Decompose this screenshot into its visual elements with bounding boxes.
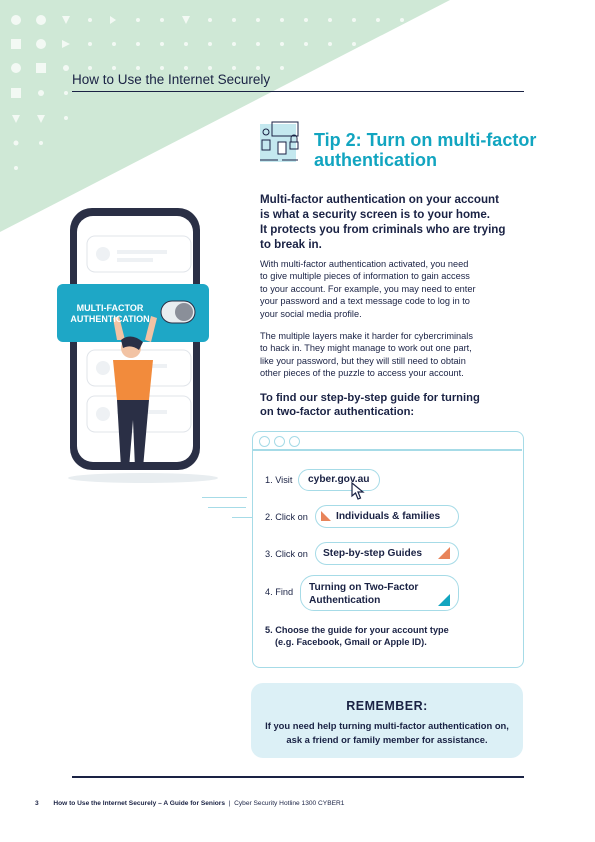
footer-separator: | bbox=[228, 800, 231, 807]
paragraph-line: your social media profile. bbox=[260, 308, 362, 319]
cyber-gov-au-link[interactable]: cyber.gov.au bbox=[298, 469, 380, 491]
paragraph-line: to your account. For example, you may need to enter bbox=[260, 283, 476, 294]
toggle-label bbox=[60, 303, 160, 325]
header-divider bbox=[72, 91, 524, 92]
tip-title-line2: authentication bbox=[314, 150, 438, 170]
paragraph-line: The multiple layers make it harder for cybercriminals bbox=[260, 331, 473, 341]
intro-line: Multi-factor authentication on your account bbox=[260, 193, 499, 206]
step-5-line: 5. Choose the guide for your account type bbox=[265, 625, 449, 635]
individuals-families-label: Individuals & families bbox=[336, 511, 441, 522]
individuals-families-link[interactable] bbox=[315, 505, 459, 528]
folder-tab-icon bbox=[321, 511, 333, 521]
footer-divider bbox=[72, 776, 524, 778]
corner-arrow-icon bbox=[438, 547, 450, 559]
intro-line: It protects you from criminals who are trying bbox=[260, 223, 506, 236]
intro-line: to break in. bbox=[260, 238, 322, 251]
step-3-label: 3. Click on bbox=[265, 549, 308, 559]
two-factor-guide-line: Turning on Two-Factor bbox=[309, 582, 419, 593]
tip-title-line1: Tip 2: Turn on multi-factor bbox=[314, 130, 537, 150]
decorative-line bbox=[232, 517, 252, 518]
paragraph-line: to hack in. They might manage to work out one part, bbox=[260, 343, 472, 354]
page-footer bbox=[35, 800, 344, 807]
guide-heading-line: To find our step-by-step guide for turning bbox=[260, 392, 480, 404]
two-factor-guide-line: Authentication bbox=[309, 595, 381, 606]
paragraph-line: like your password, but they will still need to obtain bbox=[260, 355, 466, 366]
two-factor-guide-link[interactable] bbox=[300, 575, 459, 611]
window-dot-icon bbox=[259, 436, 270, 447]
page-header-title: How to Use the Internet Securely bbox=[72, 72, 271, 87]
phone-illustration bbox=[55, 200, 235, 490]
mouse-cursor-icon bbox=[351, 482, 365, 500]
authentication-icon bbox=[258, 120, 308, 166]
paragraph-line: to give multiple pieces of information to gain access bbox=[260, 271, 470, 282]
page-number: 3 bbox=[35, 800, 39, 807]
paragraph-line: other pieces of the puzzle to access your account. bbox=[260, 368, 464, 379]
footer-hotline: Cyber Security Hotline 1300 CYBER1 bbox=[234, 800, 345, 807]
remember-text bbox=[256, 719, 518, 747]
corner-arrow-icon bbox=[438, 594, 450, 606]
step-1-label: 1. Visit bbox=[265, 475, 293, 485]
guide-heading-line: on two-factor authentication: bbox=[260, 406, 415, 419]
window-dot-icon bbox=[274, 436, 285, 447]
decorative-line bbox=[208, 507, 246, 508]
step-5-text bbox=[265, 624, 510, 649]
guide-heading bbox=[260, 391, 518, 420]
paragraph-1 bbox=[260, 258, 518, 320]
window-dot-icon bbox=[289, 436, 300, 447]
toggle-label-line: AUTHENTICATION bbox=[70, 314, 150, 324]
step-2-label: 2. Click on bbox=[265, 512, 308, 522]
step-5-line: (e.g. Facebook, Gmail or Apple ID). bbox=[275, 637, 427, 648]
remember-title: REMEMBER: bbox=[346, 699, 428, 713]
intro-text bbox=[260, 192, 518, 252]
toggle-label-line: MULTI-FACTOR bbox=[76, 303, 144, 313]
paragraph-2 bbox=[260, 330, 518, 380]
step-by-step-guides-label: Step-by-step Guides bbox=[323, 548, 423, 559]
tip-title bbox=[314, 130, 554, 170]
paragraph-line: your password and a text message code to log in to bbox=[260, 296, 470, 307]
intro-line: is what a security screen is to your home. bbox=[260, 208, 491, 221]
browser-titlebar-divider bbox=[252, 449, 522, 451]
footer-doc-title: How to Use the Internet Securely – A Guide for Seniors bbox=[53, 800, 226, 807]
remember-line: ask a friend or family member for assistance. bbox=[286, 734, 488, 745]
step-4-label: 4. Find bbox=[265, 587, 294, 597]
remember-line: If you need help turning multi-factor authentication on, bbox=[265, 720, 509, 731]
paragraph-line: With multi-factor authentication activated, you need bbox=[260, 259, 469, 269]
decorative-line bbox=[202, 497, 247, 498]
